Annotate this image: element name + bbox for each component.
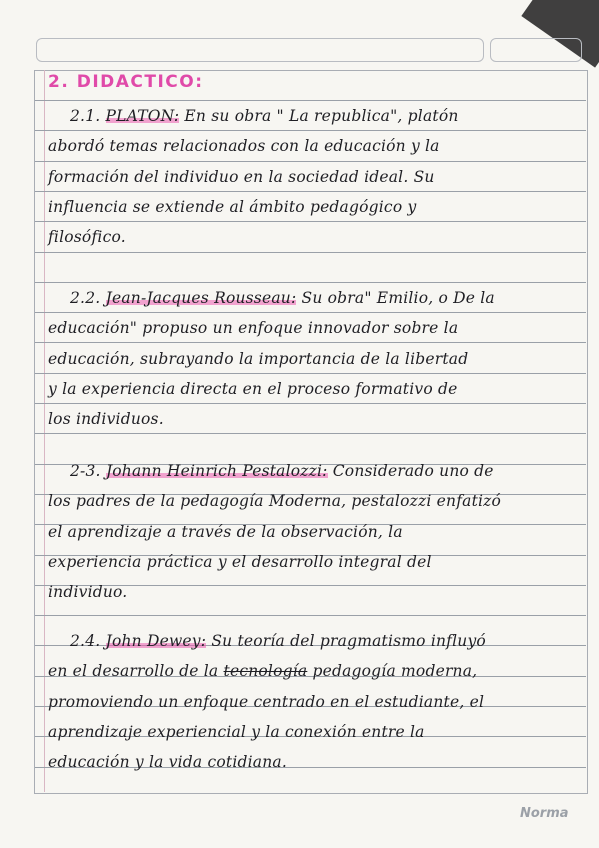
brand-logo: Norma (520, 806, 569, 821)
section-2-4 (48, 626, 584, 777)
header-box (36, 38, 484, 62)
section-line: los individuos. (48, 410, 164, 429)
struck-word: tecnología (223, 662, 308, 681)
author-name: Johann Heinrich Pestalozzi: (105, 462, 328, 480)
section-line: educación" propuso un enfoque innovador sobre la (48, 319, 459, 338)
section-line: y la experiencia directa en el proceso formativo de (48, 379, 458, 398)
section-line: experiencia práctica y el desarrollo integral del (48, 552, 432, 571)
ruled-line (35, 615, 586, 616)
section-line: educación, subrayando la importancia de la libertad (48, 349, 469, 368)
section-line: filosófico. (48, 228, 126, 247)
author-name: Jean-Jacques Rousseau: (105, 289, 297, 307)
section-number: 2-3. (70, 462, 101, 480)
author-name: PLATON: (105, 107, 180, 125)
section-line: abordó temas relacionados con la educación y la (48, 137, 440, 156)
section-number: 2.4. (70, 632, 101, 650)
section-line: influencia se extiende al ámbito pedagógico y (48, 197, 417, 216)
section-line: individuo. (48, 583, 128, 602)
section-line: formación del individuo en la sociedad ideal. Su (48, 167, 435, 186)
section-line: educación y la vida cotidiana. (48, 753, 287, 772)
author-name: John Dewey: (105, 632, 207, 650)
section-line-start: en el desarrollo de la (48, 662, 224, 681)
section-intro: Su obra" Emilio, o De la (296, 289, 495, 307)
section-line-end: pedagogía moderna, (307, 662, 478, 681)
section-intro: En su obra " La republica", platón (179, 107, 459, 125)
section-intro: Considerado uno de (327, 462, 494, 480)
section-line: los padres de la pedagogía Moderna, pestalozzi enfatizó (48, 492, 502, 511)
section-2-3 (48, 456, 584, 607)
section-line: el aprendizaje a través de la observación, la (48, 522, 403, 541)
date-box (490, 38, 582, 62)
section-2-2 (48, 283, 584, 434)
section-title: 2. DIDACTICO: (48, 72, 204, 92)
section-2-1 (48, 101, 584, 252)
section-number: 2.2. (70, 289, 101, 307)
margin-line (44, 70, 45, 792)
section-number: 2.1. (70, 107, 101, 125)
section-intro: Su teoría del pragmatismo influyó (206, 632, 486, 650)
section-line: promoviendo un enfoque centrado en el estudiante, el (48, 692, 485, 711)
section-line: aprendizaje experiencial y la conexión entre la (48, 722, 425, 741)
